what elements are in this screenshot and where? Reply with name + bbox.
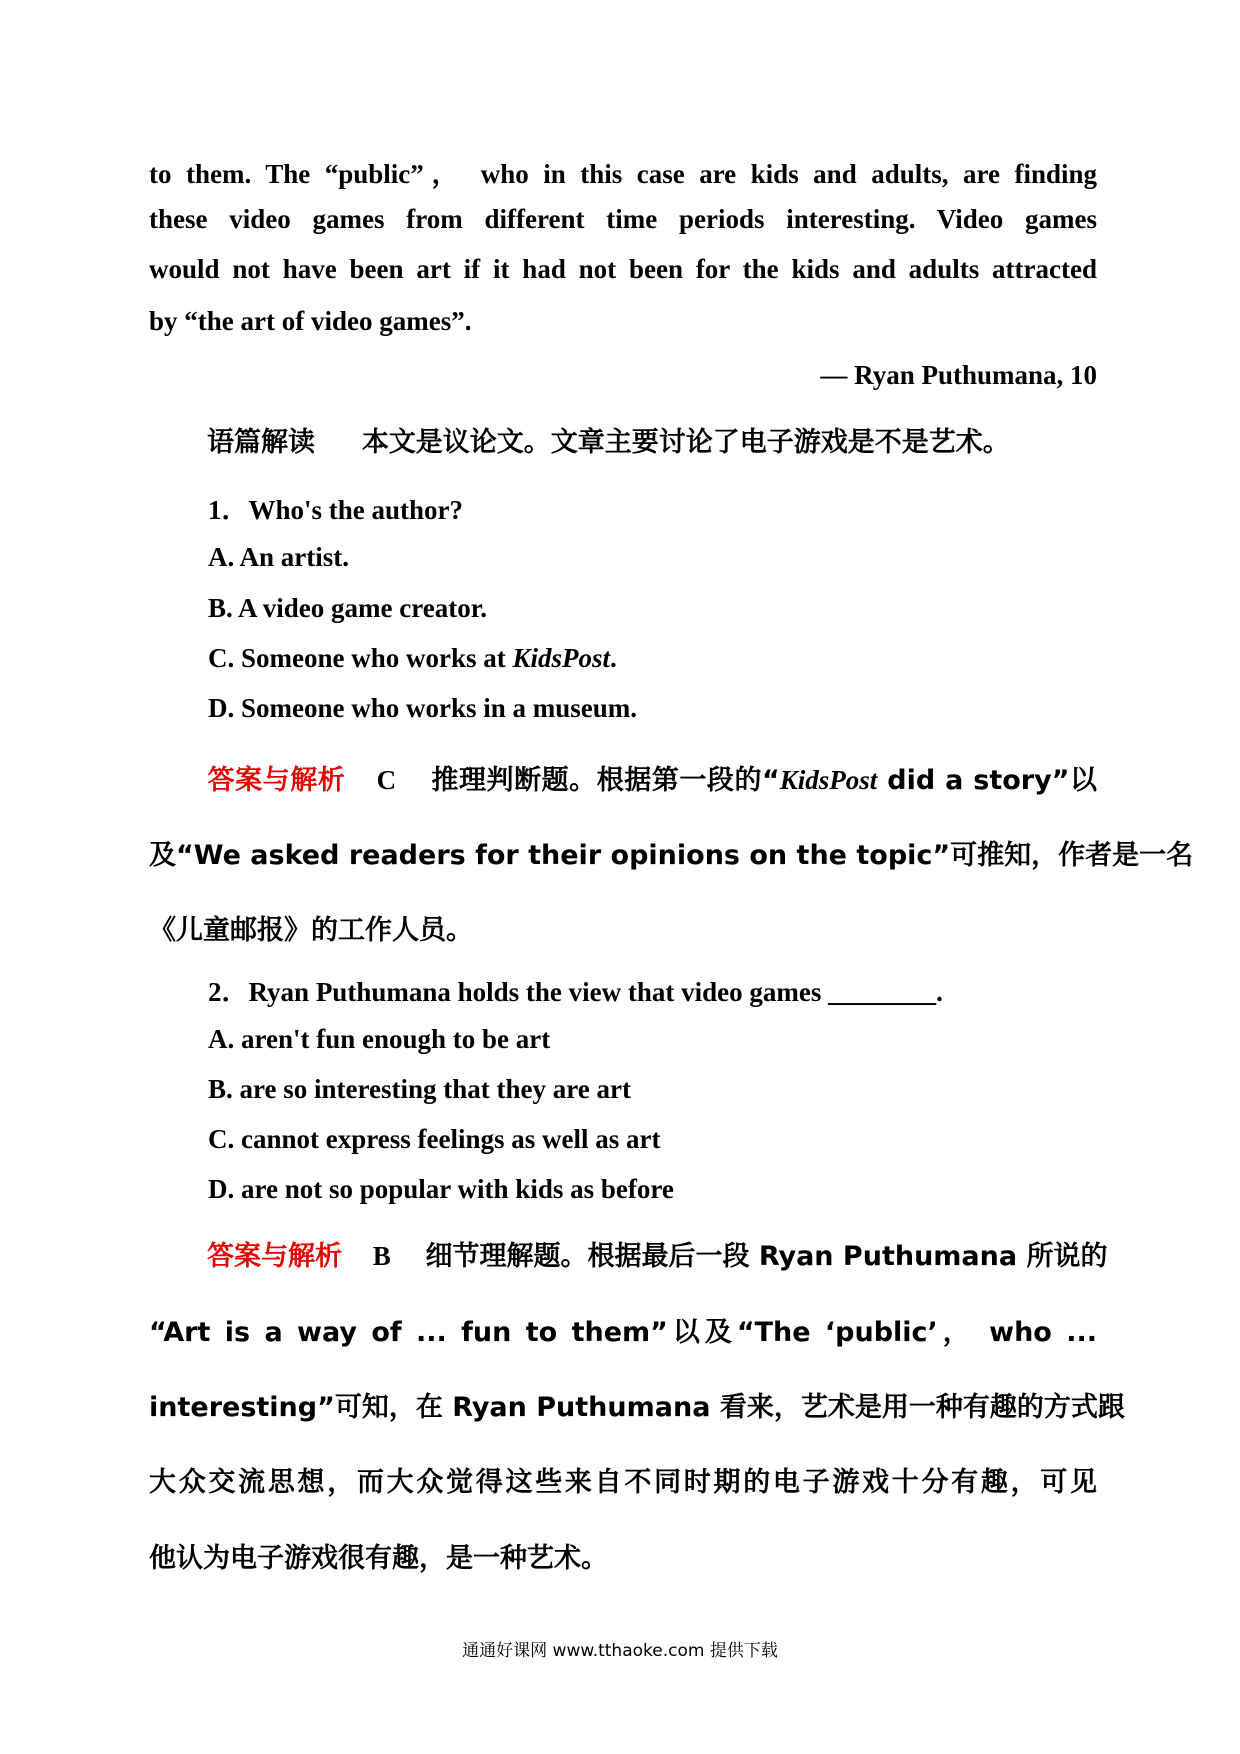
passage-line-4: by “the art of video games”. [149,306,472,336]
question-2-option-d: D. are not so popular with kids as before [208,1174,674,1204]
answer-1-key: C [376,765,397,795]
passage-line-2: these video games from different time periods interesting. Video games [149,204,1097,234]
answer-1-line-2: 及“We asked readers for their opinions on the topic”可推知，作者是一名 [149,840,1194,871]
answer-2-line-3: interesting”可知，在 Ryan Puthumana 看来，艺术是用一种有趣的方式跟 [149,1392,1125,1423]
question-1-option-d: D. Someone who works in a museum. [208,693,638,723]
passage-signature: — Ryan Puthumana, 10 [820,360,1097,390]
passage-line-1: to them. The “public”， who in this case are kids and adults, are finding [149,159,1097,189]
passage-line-3: would not have been art if it had not been for the kids and adults attracted [149,254,1097,284]
question-1-option-c [208,643,617,674]
reading-note [207,420,1010,459]
question-2-stem: 2．Ryan Puthumana holds the view that video games ________. [208,977,943,1007]
question-1-option-b: B. A video game creator. [208,593,487,623]
option-c-italic: KidsPost [512,643,611,673]
answer-2-key: B [372,1241,391,1271]
option-c-end: . [610,643,617,673]
answer-1-italic: KidsPost [779,765,878,795]
answer-2-line-1 [149,1234,1108,1273]
question-1-option-a: A. An artist. [208,542,349,572]
reading-note-text: 本文是议论文。文章主要讨论了电子游戏是不是艺术。 [361,427,1010,458]
answer-1-text-a: 推理判断题。根据第一段的“ [431,765,780,796]
question-2-option-b: B. are so interesting that they are art [208,1074,631,1104]
question-2-option-a: A. aren't fun enough to be art [208,1024,551,1054]
answer-1-label: 答案与解析 [207,765,346,796]
answer-2-line-5: 他认为电子游戏很有趣，是一种艺术。 [149,1543,608,1574]
option-c-text: C. Someone who works at [208,643,513,673]
answer-2-line-2: “Art is a way of ... fun to them”以及“The ‘public’， who ... [149,1317,1097,1348]
answer-1-text-b: did a story”以 [877,765,1098,796]
reading-note-label: 语篇解读 [207,427,315,458]
answer-2-text: 细节理解题。根据最后一段 Ryan Puthumana 所说的 [425,1241,1108,1272]
question-2-option-c: C. cannot express feelings as well as art [208,1124,661,1154]
answer-2-line-4: 大众交流思想，而大众觉得这些来自不同时期的电子游戏十分有趣，可见 [149,1467,1097,1498]
footer-credit: 通通好课网 www.tthaoke.com 提供下载 [462,1641,778,1661]
question-1-stem: 1．Who's the author? [208,495,464,525]
answer-2-label: 答案与解析 [207,1241,342,1272]
answer-1-line-3: 《儿童邮报》的工作人员。 [149,915,473,946]
answer-1-line-1 [149,758,1097,797]
